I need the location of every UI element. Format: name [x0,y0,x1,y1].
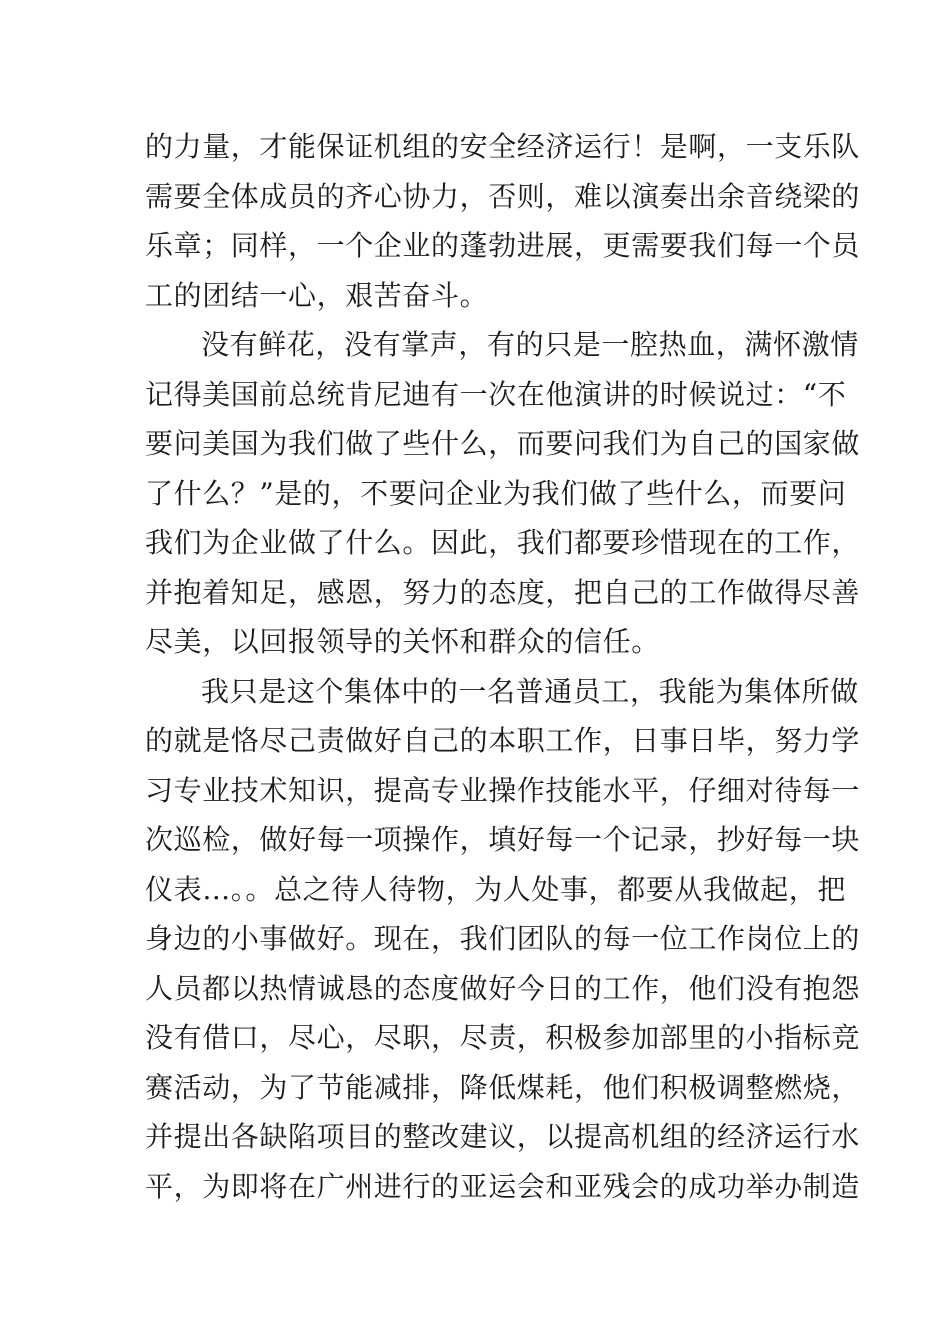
text-line: 尽美，以回报领导的关怀和群众的信任。 [145,625,660,658]
text-line: 并抱着知足，感恩，努力的态度，把自己的工作做得尽善 [145,575,861,609]
paragraph-first-line: 没有鲜花，没有掌声，有的只是一腔热血，满怀激情 [201,328,859,361]
text-line: 次巡检，做好每一项操作，填好每一个记录，抄好每一块 [145,823,861,856]
text-line: 并提出各缺陷项目的整改建议，以提高机组的经济运行水 [145,1120,861,1153]
text-line: 工的团结一心，艰苦奋斗。 [145,278,489,312]
text-line: 我们为企业做了什么。因此，我们都要珍惜现在的工作， [145,526,861,559]
text-line: 人员都以热情诚恳的态度做好今日的工作，他们没有抱怨 [145,971,861,1005]
text-line: 要问美国为我们做了些什么，而要问我们为自己的国家做 [145,427,861,460]
text-line: 记得美国前总统肯尼迪有一次在他演讲的时候说过：“不 [145,377,847,411]
text-line: 乐章；同样，一个企业的蓬勃进展，更需要我们每一个员 [145,229,861,262]
text-line: 平，为即将在广州进行的亚运会和亚残会的成功举办制造 [145,1169,861,1203]
text-line: 的力量，才能保证机组的安全经济运行！是啊，一支乐队 [145,130,861,163]
paragraph-first-line: 我只是这个集体中的一名普通员工，我能为集体所做 [201,674,859,708]
text-line: 的就是恪尽己责做好自己的本职工作，日事日毕，努力学 [145,724,861,757]
text-line: 赛活动，为了节能减排，降低煤耗，他们积极调整燃烧， [145,1070,861,1104]
text-line: 需要全体成员的齐心协力，否则，难以演奏出余音绕梁的 [145,179,861,213]
text-line: 仪表…。。总之待人待物，为人处事，都要从我做起，把 [145,872,847,906]
text-line: 身边的小事做好。现在，我们团队的每一位工作岗位上的 [145,922,861,955]
document-body [145,122,861,1211]
text-line: 没有借口，尽心，尽职，尽责，积极参加部里的小指标竞 [145,1021,861,1054]
text-line: 习专业技术知识，提高专业操作技能水平，仔细对待每一 [145,773,861,807]
text-line: 了什么？”是的，不要问企业为我们做了些什么，而要问 [145,476,847,510]
